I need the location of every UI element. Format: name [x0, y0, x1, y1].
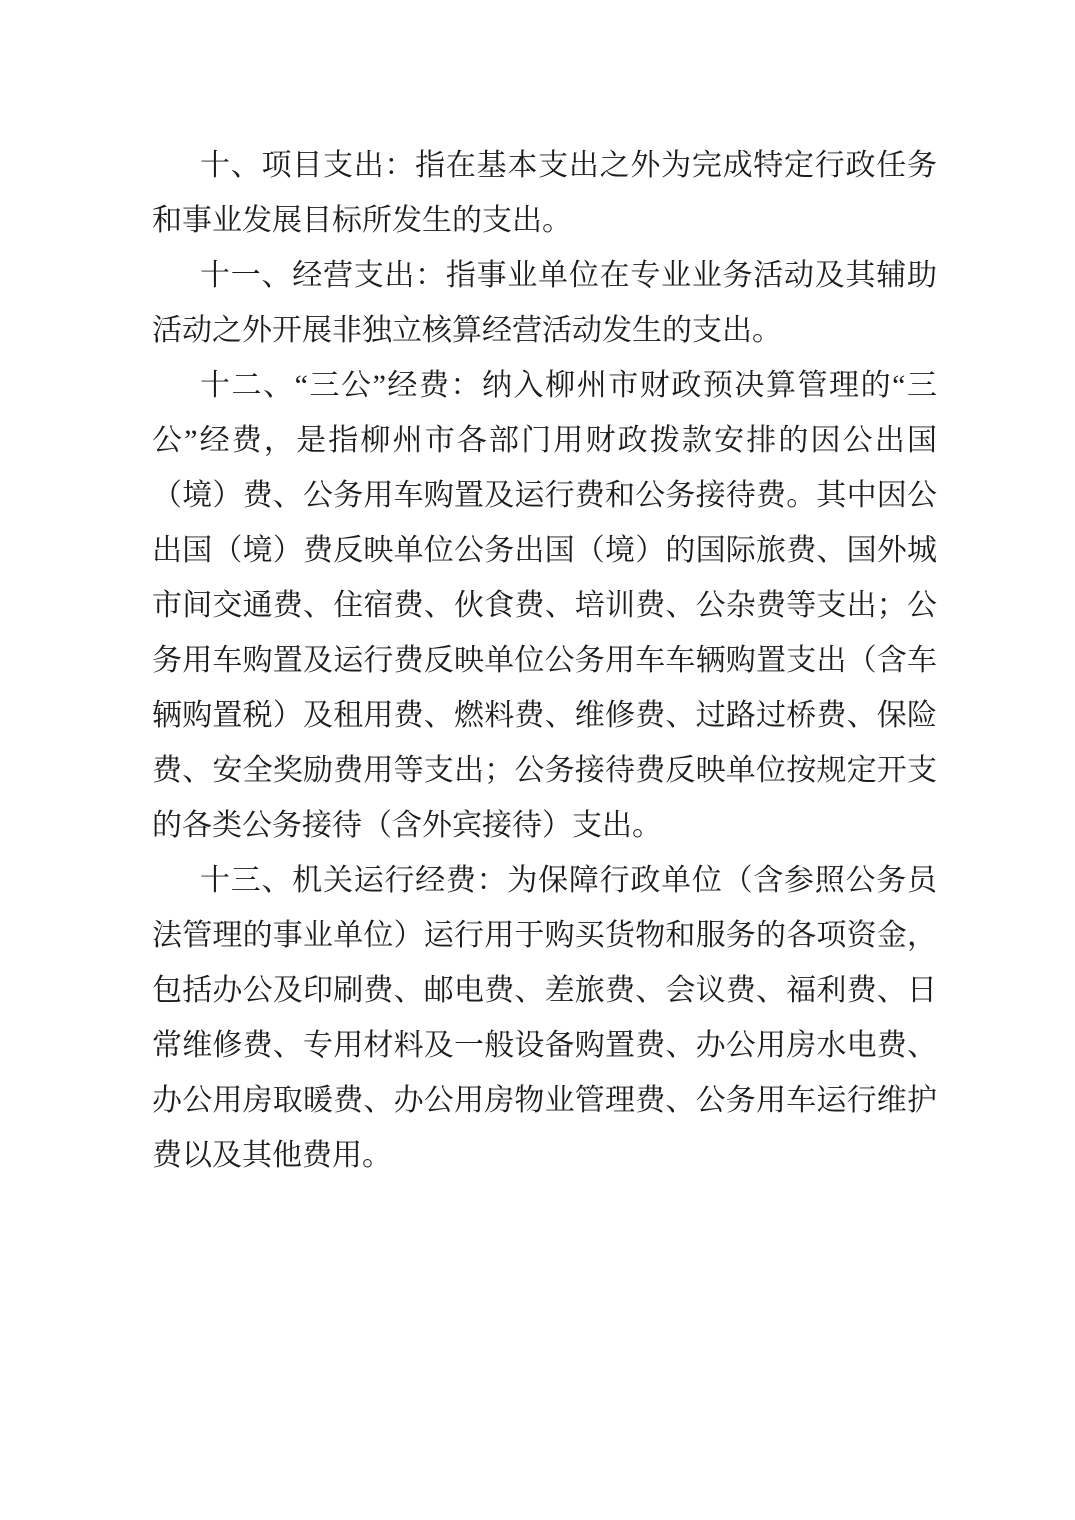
document-line: 务用车购置及运行费反映单位公务用车车辆购置支出（含车	[152, 644, 937, 677]
document-line: 费、安全奖励费用等支出；公务接待费反映单位按规定开支	[152, 754, 937, 787]
document-line: 市间交通费、住宿费、伙食费、培训费、公杂费等支出；公	[152, 589, 937, 622]
document-line: 法管理的事业单位）运行用于购买货物和服务的各项资金，	[152, 919, 937, 952]
document-line: 常维修费、专用材料及一般设备购置费、办公用房水电费、	[152, 1029, 937, 1062]
document-line: 办公用房取暖费、办公用房物业管理费、公务用车运行维护	[152, 1084, 937, 1117]
paragraph-item-11-operating-expenditure	[152, 248, 937, 358]
document-line: 十三、机关运行经费：为保障行政单位（含参照公务员	[200, 864, 937, 897]
document-line: （境）费、公务用车购置及运行费和公务接待费。其中因公	[152, 479, 937, 512]
paragraph-item-10-project-expenditure	[152, 138, 937, 248]
document-line: 十、项目支出：指在基本支出之外为完成特定行政任务	[200, 149, 937, 182]
document-line: 公”经费，是指柳州市各部门用财政拨款安排的因公出国	[152, 424, 937, 457]
document-line: 活动之外开展非独立核算经营活动发生的支出。	[152, 314, 782, 347]
paragraph-item-12-three-public-funds	[152, 358, 937, 853]
document-line: 十一、经营支出：指事业单位在专业业务活动及其辅助	[200, 259, 937, 292]
document-line: 的各类公务接待（含外宾接待）支出。	[152, 809, 662, 842]
document-line: 辆购置税）及租用费、燃料费、维修费、过路过桥费、保险	[152, 699, 937, 732]
document-line: 包括办公及印刷费、邮电费、差旅费、会议费、福利费、日	[152, 974, 937, 1007]
paragraph-item-13-agency-operating-funds	[152, 853, 937, 1183]
document-line: 十二、“三公”经费：纳入柳州市财政预决算管理的“三	[200, 369, 937, 402]
document-line: 和事业发展目标所发生的支出。	[152, 204, 572, 237]
document-line: 费以及其他费用。	[152, 1139, 392, 1172]
document-text-block	[152, 138, 937, 1183]
document-line: 出国（境）费反映单位公务出国（境）的国际旅费、国外城	[152, 534, 937, 567]
